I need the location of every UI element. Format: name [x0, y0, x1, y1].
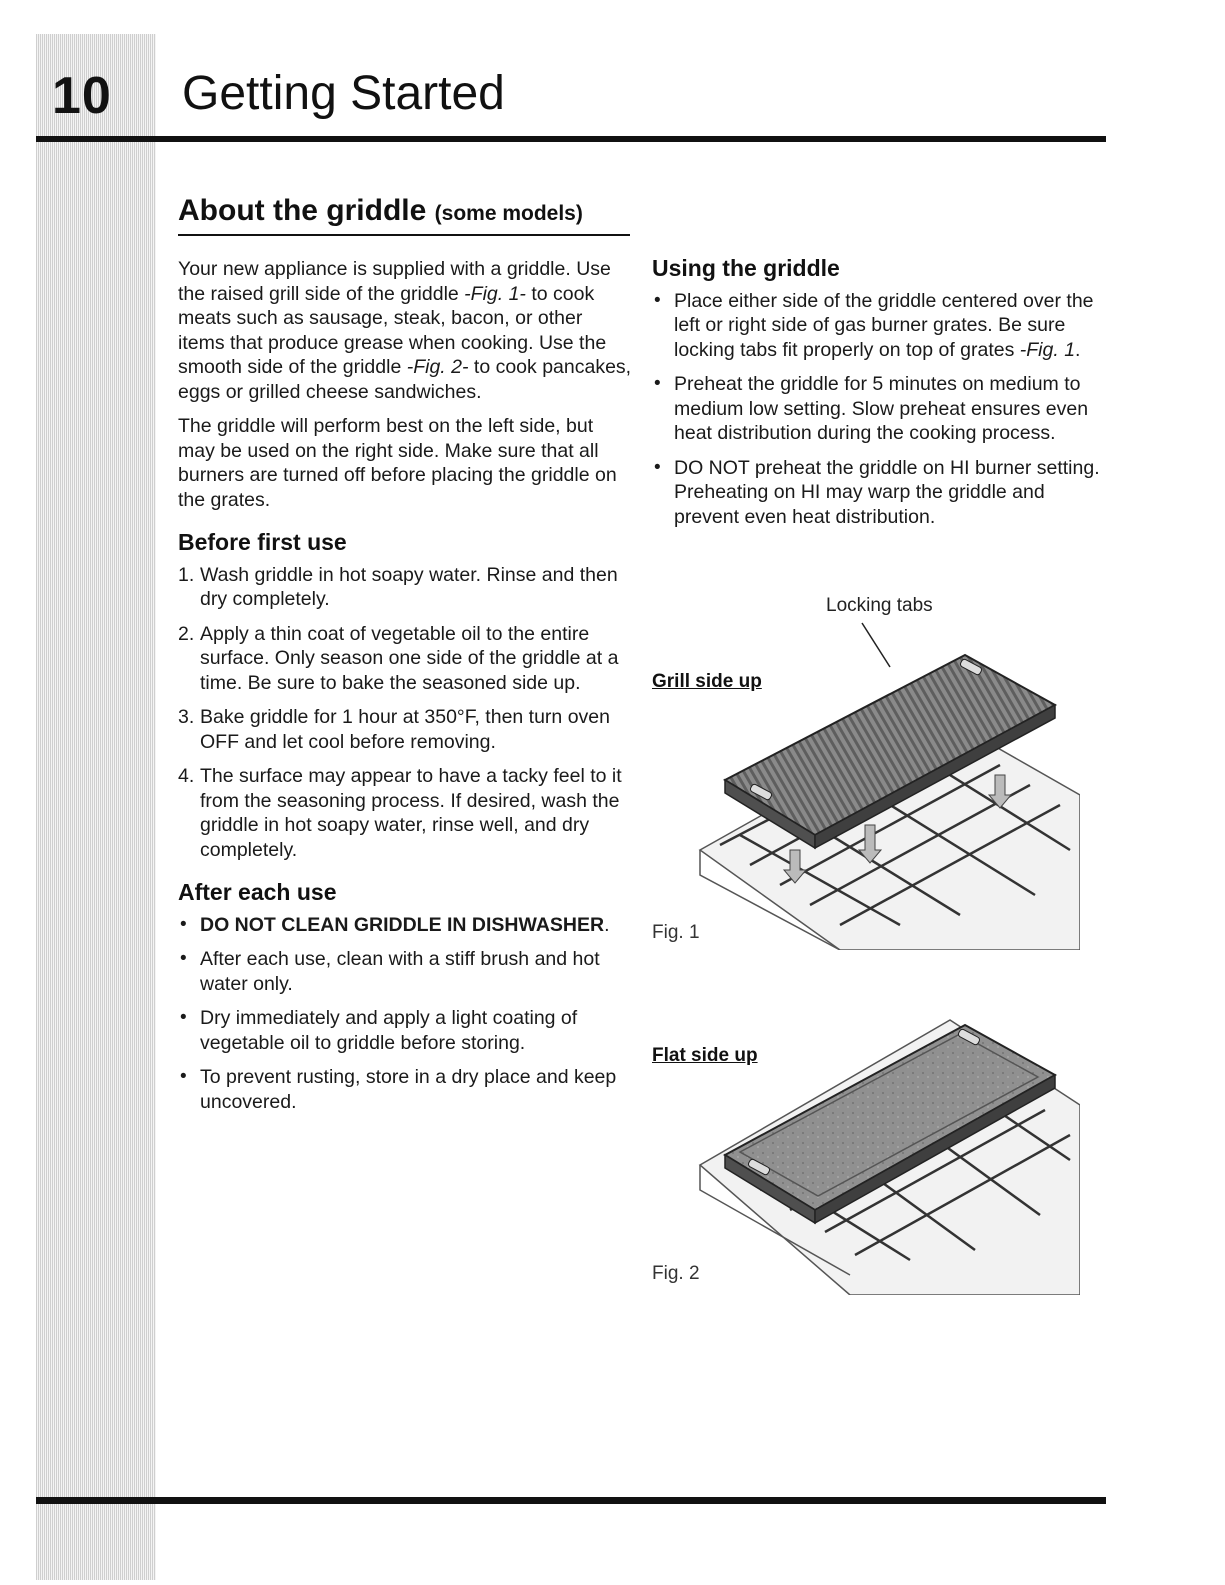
bullet-icon: •: [654, 456, 661, 478]
list-item-text: DO NOT preheat the griddle on HI burner setting. Preheating on HI may warp the griddle and prevent even heat distribution.: [674, 456, 1100, 528]
list-item: [652, 456, 1112, 530]
griddle-grill-illustration: [640, 595, 1080, 950]
step-number: 2.: [178, 622, 195, 645]
step-item: [178, 764, 633, 862]
intro-text-c: to cook pancakes, eggs or grilled cheese sandwiches.: [178, 356, 632, 403]
list-item-text: To prevent rusting, store in a dry place and keep uncovered.: [200, 1066, 617, 1113]
after-each-use-list: [178, 913, 633, 1115]
fig1-reference: -Fig. 1-: [464, 282, 526, 305]
locking-tabs-callout: Locking tabs: [826, 595, 933, 616]
bullet-icon: •: [180, 913, 187, 935]
list-item: [178, 947, 633, 996]
dishwasher-warning: DO NOT CLEAN GRIDDLE IN DISHWASHER: [200, 913, 605, 936]
flat-side-up-label: Flat side up: [652, 1045, 758, 1066]
section-heading: [178, 194, 630, 236]
bullet-icon: •: [180, 1066, 187, 1087]
bullet-icon: •: [180, 948, 187, 969]
fig1-reference: -Fig. 1: [1019, 338, 1076, 361]
figure-flat-side-up: [640, 1000, 1080, 1295]
bullet-icon: •: [180, 1007, 187, 1028]
step-item: [178, 622, 633, 696]
step-text: The surface may appear to have a tacky feel to it from the seasoning process. If desired, wash the griddle in hot soapy water, rinse well, and dry completely.: [200, 765, 622, 861]
using-griddle-heading: Using the griddle: [652, 255, 840, 281]
intro-text-b: to cook meats such as sausage, steak, bacon, or other items that produce grease when cooking. Use the smooth side of the griddle: [178, 282, 607, 378]
fig1-caption: Fig. 1: [652, 922, 700, 943]
list-item: [178, 1006, 633, 1055]
list-item-text: Preheat the griddle for 5 minutes on medium to medium low setting. Slow preheat ensures even heat distribution during the cooking process.: [674, 373, 1089, 444]
left-column: [178, 257, 633, 1124]
grill-side-up-label: Grill side up: [652, 671, 762, 692]
step-item: [178, 705, 633, 754]
list-item: [178, 913, 633, 938]
intro-paragraph-2: The griddle will perform best on the left side, but may be used on the right side. Make sure that all burners are turned off before placing the griddle on the grates.: [178, 415, 617, 511]
intro-paragraph-1: [178, 257, 633, 404]
section-title-suffix: (some models): [434, 202, 583, 225]
after-each-use-heading: After each use: [178, 879, 337, 905]
intro-text-a: Your new appliance is supplied with a griddle. Use the raised grill side of the griddle: [178, 258, 611, 305]
top-rule: [36, 136, 1106, 142]
page-number: 10: [52, 67, 112, 125]
step-text: Wash griddle in hot soapy water. Rinse and then dry completely.: [200, 563, 618, 610]
list-item: [652, 372, 1112, 446]
step-text: Bake griddle for 1 hour at 350°F, then turn oven OFF and let cool before removing.: [200, 706, 610, 753]
warning-end: .: [604, 913, 610, 936]
list-item: [178, 1065, 633, 1114]
using-griddle-list: [652, 289, 1112, 530]
list-item-end: .: [1075, 338, 1081, 361]
list-item-text: After each use, clean with a stiff brush and hot water only.: [200, 948, 600, 995]
section-title: About the griddle: [178, 194, 427, 227]
chapter-title: Getting Started: [182, 67, 505, 120]
step-item: [178, 563, 633, 612]
right-column: [652, 256, 1112, 539]
list-item-text: Place either side of the griddle centered over the left or right side of gas burner grates. Be sure locking tabs fit properly on top of grates: [674, 289, 1094, 361]
bullet-icon: •: [654, 289, 661, 311]
bullet-icon: •: [654, 373, 661, 394]
before-first-use-steps: [178, 563, 633, 863]
side-strip: [36, 34, 156, 1580]
step-text: Apply a thin coat of vegetable oil to the entire surface. Only season one side of the griddle at a time. Be sure to bake the seasoned side up.: [200, 622, 619, 694]
list-item-text: Dry immediately and apply a light coating of vegetable oil to griddle before storing.: [200, 1007, 578, 1054]
fig2-reference: -Fig. 2-: [406, 356, 469, 378]
step-number: 3.: [178, 706, 195, 728]
list-item: [652, 289, 1112, 363]
step-number: 4.: [178, 765, 195, 787]
figure-grill-side-up: [640, 595, 1080, 950]
before-first-use-heading: Before first use: [178, 529, 347, 555]
step-number: 1.: [178, 563, 195, 586]
bottom-rule: [36, 1497, 1106, 1504]
fig2-caption: Fig. 2: [652, 1263, 700, 1284]
